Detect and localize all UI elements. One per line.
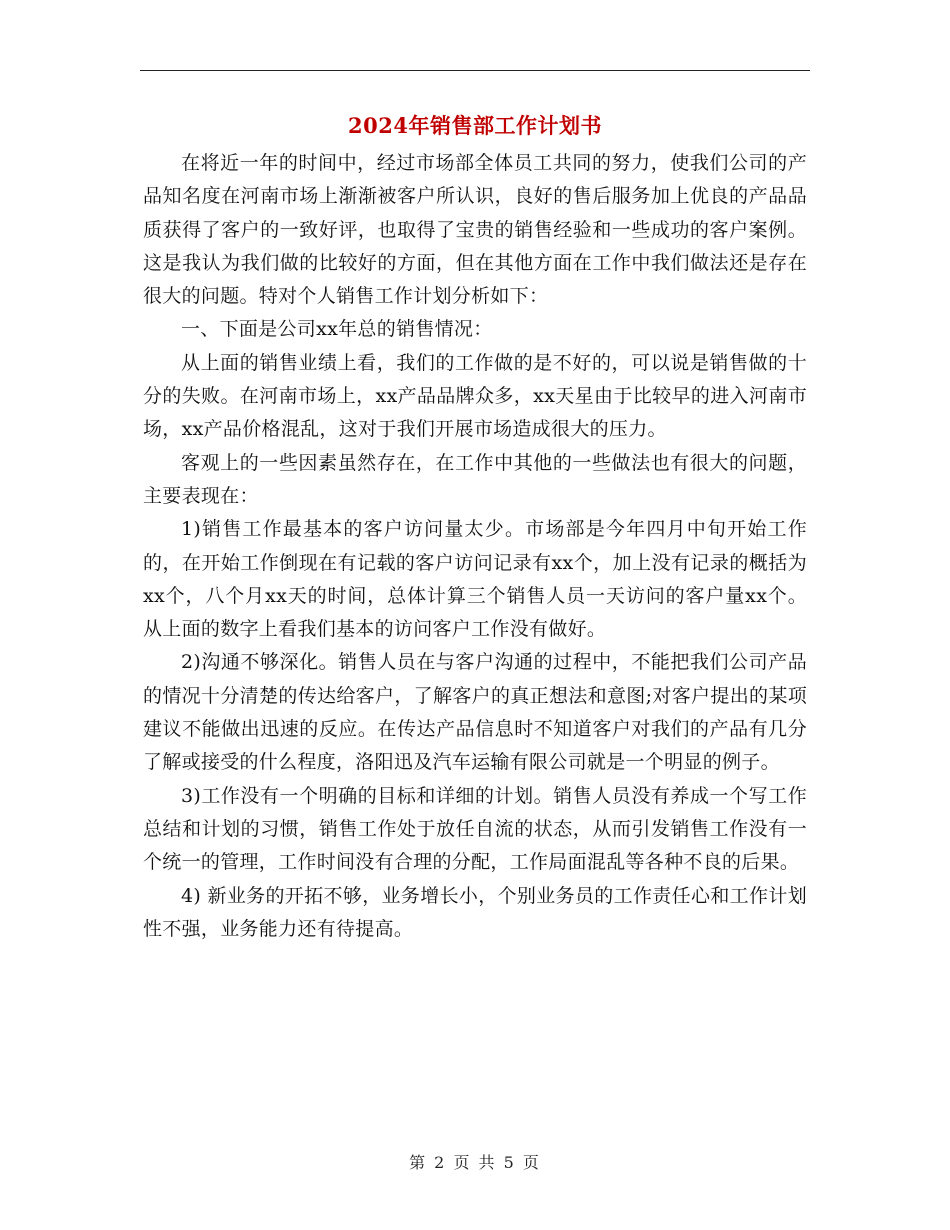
paragraph-problems-intro: 客观上的一些因素虽然存在，在工作中其他的一些做法也有很大的问题，主要表现在： xyxy=(143,451,807,507)
paragraph-intro: 在将近一年的时间中，经过市场部全体员工共同的努力，使我们公司的产品知名度在河南市场上渐渐被客户所认识，良好的售后服务加上优良的产品品质获得了客户的一致好评，也取得了宝贵的销售经验和一些成功的客户案例。这是我认为我们做的比较好的方面，但在其他方面在工作中我们做法还是存在很大的问题。特对个人销售工作计划分析如下： xyxy=(143,152,807,308)
paragraph-item-3: 3)工作没有一个明确的目标和详细的计划。销售人员没有养成一个写工作总结和计划的习惯，销售工作处于放任自流的状态，从而引发销售工作没有一个统一的管理，工作时间没有合理的分配，工作局面混乱等各种不良的后果。 xyxy=(143,784,807,874)
paragraph-item-2: 2)沟通不够深化。销售人员在与客户沟通的过程中，不能把我们公司产品的情况十分清楚的传达给客户，了解客户的真正想法和意图;对客户提出的某项建议不能做出迅速的反应。在传达产品信息时不知道客户对我们的产品有几分了解或接受的什么程度，洛阳迅及汽车运输有限公司就是一个明显的例子。 xyxy=(143,651,807,774)
paragraph-item-4: 4) 新业务的开拓不够，业务增长小，个别业务员的工作责任心和工作计划性不强，业务能力还有待提高。 xyxy=(143,884,807,940)
paragraph-item-1: 1)销售工作最基本的客户访问量太少。市场部是今年四月中旬开始工作的，在开始工作倒现在有记载的客户访问记录有xx个，加上没有记录的概括为xx个，八个月xx天的时间，总体计算三个销售人员一天访问的客户量xx个。从上面的数字上看我们基本的访问客户工作没有做好。 xyxy=(143,518,807,641)
document-body xyxy=(143,147,807,946)
paragraph-sales-performance: 从上面的销售业绩上看，我们的工作做的是不好的，可以说是销售做的十分的失败。在河南市场上，xx产品品牌众多，xx天星由于比较早的进入河南市场，xx产品价格混乱，这对于我们开展市场造成很大的压力。 xyxy=(143,351,807,441)
header-rule xyxy=(140,70,810,71)
document-title: 2024年销售部工作计划书 xyxy=(348,113,602,138)
paragraph-section-heading: 一、下面是公司xx年总的销售情况： xyxy=(181,318,493,341)
page-number-footer: 第 2 页 共 5 页 xyxy=(409,1153,541,1172)
